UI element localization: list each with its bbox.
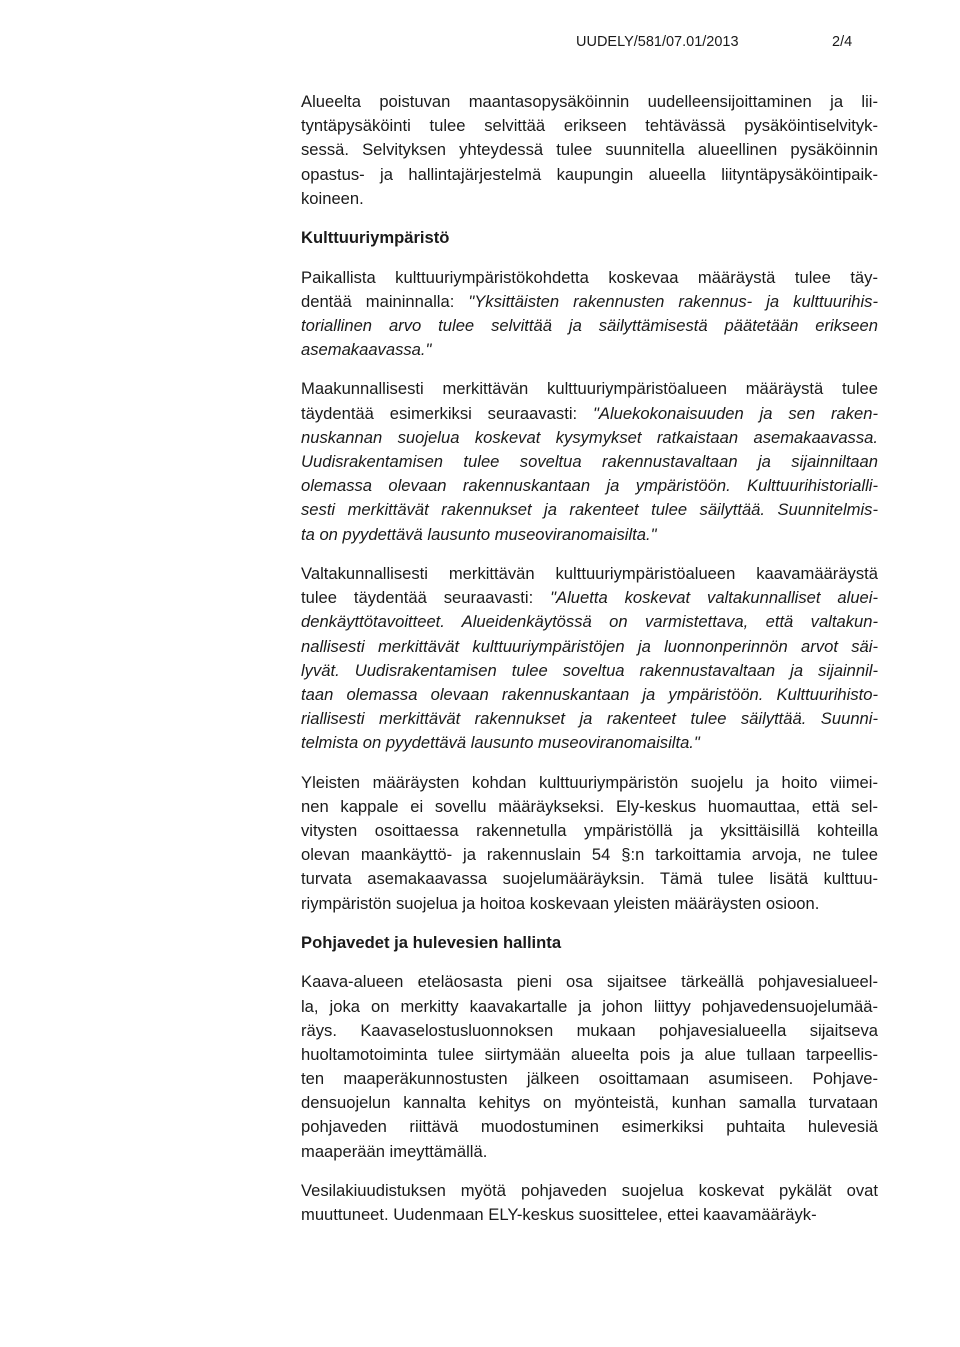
paragraph-water-act xyxy=(301,1179,878,1227)
text-line: nen kappale ei sovellu määräykseksi. Ely-keskus huomauttaa, että sel- xyxy=(301,796,878,816)
text-line: Uudisrakentamisen tulee soveltua rakennustavaltaan ja sijainniltaan xyxy=(301,452,878,471)
page-number: 2/4 xyxy=(832,34,853,50)
text-line: turvata asemakaavassa suojelumääräyksin. Tämä tulee lisätä kulttuu- xyxy=(301,869,878,889)
paragraph-general-provisions xyxy=(301,771,878,916)
text-line: densuojelun kannalta kehitys on myönteistä, kunhan samalla turvataan xyxy=(301,1093,878,1113)
text-line: riympäristön suojelua ja hoitoa koskevaan yleisten määräysten osioon. xyxy=(301,893,820,913)
text-line: ten maaperäkunnostusten jälkeen osoittamaan asumiseen. Pohjave- xyxy=(301,1069,878,1089)
text-line: vitysten osoittaessa rakennetulla ympäristöllä ja yksittäisillä kohteilla xyxy=(301,821,878,840)
text-line: toriallinen arvo tulee selvittää ja säilyttämisestä päätetään erikseen xyxy=(301,315,878,335)
text-line: dentää maininnalla: "Yksittäisten rakennusten rakennus- ja kulttuurihis- xyxy=(301,291,878,311)
text-line: pohjaveden riittävä muodostuminen esimerkiksi puhtaita hulevesiä xyxy=(301,1117,878,1137)
paragraph-groundwater-area xyxy=(301,970,878,1164)
paragraph-national-heritage xyxy=(301,562,878,756)
document-reference: UUDELY/581/07.01/2013 xyxy=(576,34,739,50)
text-line: Paikallista kulttuuriympäristökohdetta koskevaa määräystä tulee täy- xyxy=(301,267,878,287)
text-line: räys. Kaavaselostusluonnoksen mukaan pohjavesialueella sijaitseva xyxy=(301,1020,878,1040)
text-line: asemakaavassa." xyxy=(301,340,432,360)
text-line: muuttuneet. Uudenmaan ELY-keskus suosittelee, ettei kaavamääräyk- xyxy=(301,1205,817,1225)
paragraph-parking xyxy=(301,90,878,211)
text-line: la, joka on merkitty kaavakartalle ja johon liittyy pohjavedensuojelumää- xyxy=(301,996,878,1016)
text-line: täydentää esimerkiksi seuraavasti: "Aluekokonaisuuden ja sen raken- xyxy=(301,403,878,423)
text-line: lyvät. Uudisrakentamisen tulee soveltua rakennustavaltaan ja sijainnil- xyxy=(301,660,878,680)
text-line: telmista on pyydettävä lausunto museoviranomaisilta." xyxy=(301,733,700,753)
text-line: Alueelta poistuvan maantasopysäköinnin uudelleensijoittaminen ja lii- xyxy=(301,92,878,111)
text-line: ta on pyydettävä lausunto museoviranomaisilta." xyxy=(301,524,657,544)
text-line: olemassa olevaan rakennuskantaan ja ympäristöön. Kulttuurihistorialli- xyxy=(301,476,878,496)
text-line: Kaava-alueen eteläosasta pieni osa sijaitsee tärkeällä pohjavesialueel- xyxy=(301,972,878,992)
text-line: Maakunnallisesti merkittävän kulttuuriympäristöalueen määräystä tulee xyxy=(301,379,878,399)
text-line: maaperään imeyttämällä. xyxy=(301,1141,488,1161)
text-line: opastus- ja hallintajärjestelmä kaupungin alueella liityntäpysäköintipaik- xyxy=(301,164,878,184)
text-line: Valtakunnallisesti merkittävän kulttuuriympäristöalueen kaavamääräystä xyxy=(301,563,878,583)
text-line: denkäyttötavoitteet. Alueidenkäytössä on varmistettava, että valtakun- xyxy=(301,612,878,632)
text-line: riallisesti merkittävät rakennukset ja rakenteet tulee säilyttää. Suunni- xyxy=(301,709,878,729)
text-line: tyntäpysäköinti tulee selvittää erikseen tehtävässä pysäköintiselvityk- xyxy=(301,116,878,136)
text-line: sessä. Selvityksen yhteydessä tulee suunnitella alueellinen pysäköinnin xyxy=(301,140,878,160)
text-line: nallisesti merkittävät kulttuuriympäristöjen ja luonnonperinnön arvot säi- xyxy=(301,636,878,656)
text-line: Vesilakiuudistuksen myötä pohjaveden suojelua koskevat pykälät ovat xyxy=(301,1181,878,1200)
paragraph-local-heritage xyxy=(301,266,878,363)
text-line: koineen. xyxy=(301,188,364,208)
text-line: tulee täydentää seuraavasti: "Aluetta koskevat valtakunnalliset aluei- xyxy=(301,588,878,608)
text-line: taan olemassa olevaan rakennuskantaan ja ympäristöön. Kulttuurihisto- xyxy=(301,684,878,704)
document-body xyxy=(301,90,878,1227)
text-line: huoltamotoiminta tulee siirtymään alueelta pois ja alue tullaan tarpeellis- xyxy=(301,1044,878,1064)
text-line: nuskannan suojelua koskevat kysymykset ratkaistaan asemakaavassa. xyxy=(301,427,878,447)
text-line: olevan maankäyttö- ja rakennuslain 54 §:n tarkoittamia arvoja, ne tulee xyxy=(301,845,878,865)
section-heading-cultural-environment: Kulttuuriympäristö xyxy=(301,228,450,248)
paragraph-regional-heritage xyxy=(301,377,878,546)
section-heading-groundwater: Pohjavedet ja hulevesien hallinta xyxy=(301,932,562,952)
text-line: Yleisten määräysten kohdan kulttuuriympäristön suojelu ja hoito viimei- xyxy=(301,772,878,792)
text-line: sesti merkittävät rakennukset ja rakenteet tulee säilyttää. Suunnitelmis- xyxy=(301,500,878,520)
